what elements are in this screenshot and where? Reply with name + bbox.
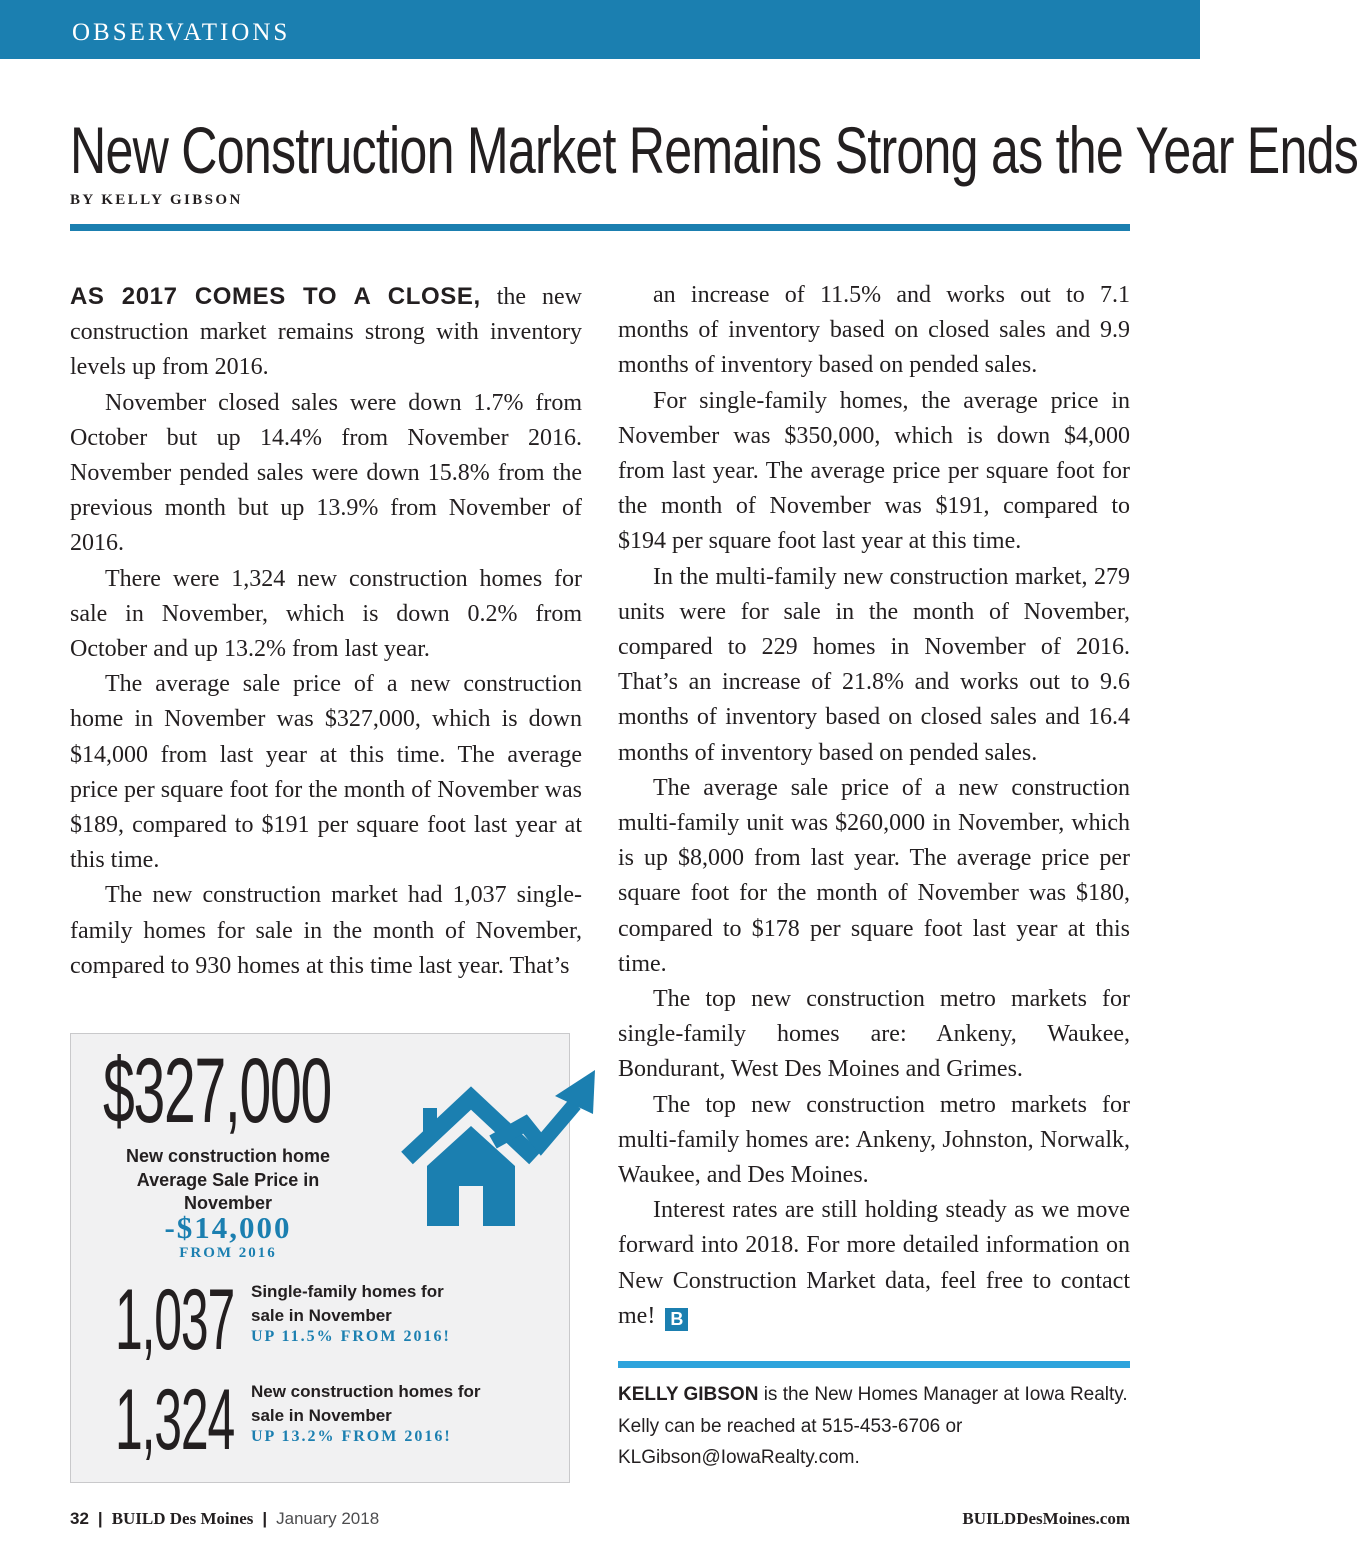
publication-name: BUILD Des Moines [111,1509,254,1528]
publication-website-link[interactable]: BUILDDesMoines.com [962,1509,1130,1528]
paragraph-text: The top new construction metro markets for single-family homes are: Ankeny, Waukee, Bondurant, West Des Moines and Grimes. [618,986,1130,1083]
paragraph-text: The average sale price of a new construction home in November was $327,000, which is down $14,000 from last year at this time. The average price per square foot for the month of November was $189, compared to $191 per square foot last year at this time. [70,671,582,874]
author-name: KELLY GIBSON [618,1384,759,1405]
paragraph-text: Interest rates are still holding steady as we move forward into 2018. For more detailed information on New Construction Market data, feel free to contact me! [618,1197,1130,1329]
article-paragraph [618,1088,1130,1194]
page-folio [70,1508,379,1530]
paragraph-text: an increase of 11.5% and works out to 7.1 months of inventory based on closed sales and 9.9 months of inventory based on pended sales. [618,282,1130,379]
new-construction-change: UP 13.2% FROM 2016! [251,1428,452,1445]
article-paragraph [618,982,1130,1088]
stat-item-single-family [115,1272,555,1368]
article-paragraph [70,386,582,562]
paragraph-text: November closed sales were down 1.7% from October but up 14.4% from November 2016. November pended sales were down 15.8% from the previous month but up 13.9% from November of 2016. [70,389,582,557]
issue-date: January 2018 [276,1509,380,1528]
paragraph-text: The new construction market had 1,037 single-family homes for sale in the month of November, compared to 930 homes at this time last year. That’s [70,882,582,979]
caption-line: sale in November [251,1405,392,1425]
caption-line: Average Sale Price in [136,1169,320,1190]
article-paragraph [618,560,1130,771]
article-paragraph [618,771,1130,982]
house-arrow-icon [399,1068,599,1232]
paragraph-text: In the multi-family new construction market, 279 units were for sale in the month of November, compared to 229 homes in November of 2016. That’s an increase of 21.8% and works out to 9.6 months of inventory based on closed sales and 16.4 months of inventory based on pended sales. [618,563,1130,766]
caption-line: New construction homes for [251,1382,481,1401]
author-email-period: . [854,1447,860,1468]
author-role: is the New Homes Manager at Iowa Realty. [758,1384,1128,1405]
caption-line: November [183,1193,273,1213]
average-price-caption [101,1145,355,1216]
end-of-article-mark: B [665,1308,688,1331]
article-lead-in: AS 2017 COMES TO A CLOSE, [70,283,481,310]
single-family-count: 1,037 [115,1272,235,1368]
article-byline: BY KELLY GIBSON [70,192,243,208]
author-contact-line: Kelly can be reached at 515-453-6706 or [618,1415,963,1437]
paragraph-text: For single-family homes, the average price in November was $350,000, which is down $4,000 from last year. The average price per square foot for the month of November was $191, compared to $194 per square foot last year at this time. [618,387,1130,555]
section-band [0,0,1200,59]
author-email-line [618,1442,1138,1474]
article-column-right [618,278,1130,1334]
price-change-note: FROM 2016 [179,1245,277,1261]
article-headline: New Construction Market Remains Strong as the Year Ends [70,113,1358,187]
folio-separator: | [262,1509,268,1528]
stat-box [70,1033,570,1483]
author-bio [618,1379,1138,1474]
stat-item-new-construction [115,1372,555,1468]
average-price-figure: $327,000 [103,1040,331,1142]
caption-line: Single-family homes for [251,1282,444,1301]
article-paragraph [618,384,1130,560]
new-construction-count: 1,324 [115,1372,235,1468]
single-family-caption [251,1280,551,1327]
article-paragraph [70,279,582,386]
article-paragraph [70,667,582,878]
paragraph-text: the new construction market remains strong with inventory levels up from 2016. [70,284,582,381]
caption-line: sale in November [251,1305,392,1325]
author-bio-rule [618,1361,1130,1368]
price-change-figure: -$14,000 [164,1210,292,1245]
author-email-link[interactable]: KLGibson@IowaRealty.com [618,1447,855,1468]
new-construction-caption [251,1380,551,1427]
section-label: OBSERVATIONS [72,19,291,46]
house-chimney-shape [423,1108,437,1138]
article-column-left [70,279,582,984]
author-bio-line [618,1379,1138,1411]
article-paragraph [618,1193,1130,1334]
article-paragraph [70,878,582,984]
folio-separator: | [97,1509,103,1528]
headline-rule [70,224,1130,231]
article-paragraph [70,562,582,668]
single-family-change: UP 11.5% FROM 2016! [251,1328,451,1345]
article-paragraph [618,278,1130,384]
paragraph-text: The top new construction metro markets for multi-family homes are: Ankeny, Johnston, Norwalk, Waukee, and Des Moines. [618,1091,1130,1189]
paragraph-text: The average sale price of a new construction multi-family unit was $260,000 in November, which is up $8,000 from last year. The average price per square foot for the month of November was $180, compared to $178 per square foot last year at this time. [618,774,1130,977]
paragraph-text: There were 1,324 new construction homes for sale in November, which is down 0.2% from October and up 13.2% from last year. [70,565,582,663]
caption-line: New construction home [125,1146,331,1166]
page-number: 32 [70,1509,89,1528]
